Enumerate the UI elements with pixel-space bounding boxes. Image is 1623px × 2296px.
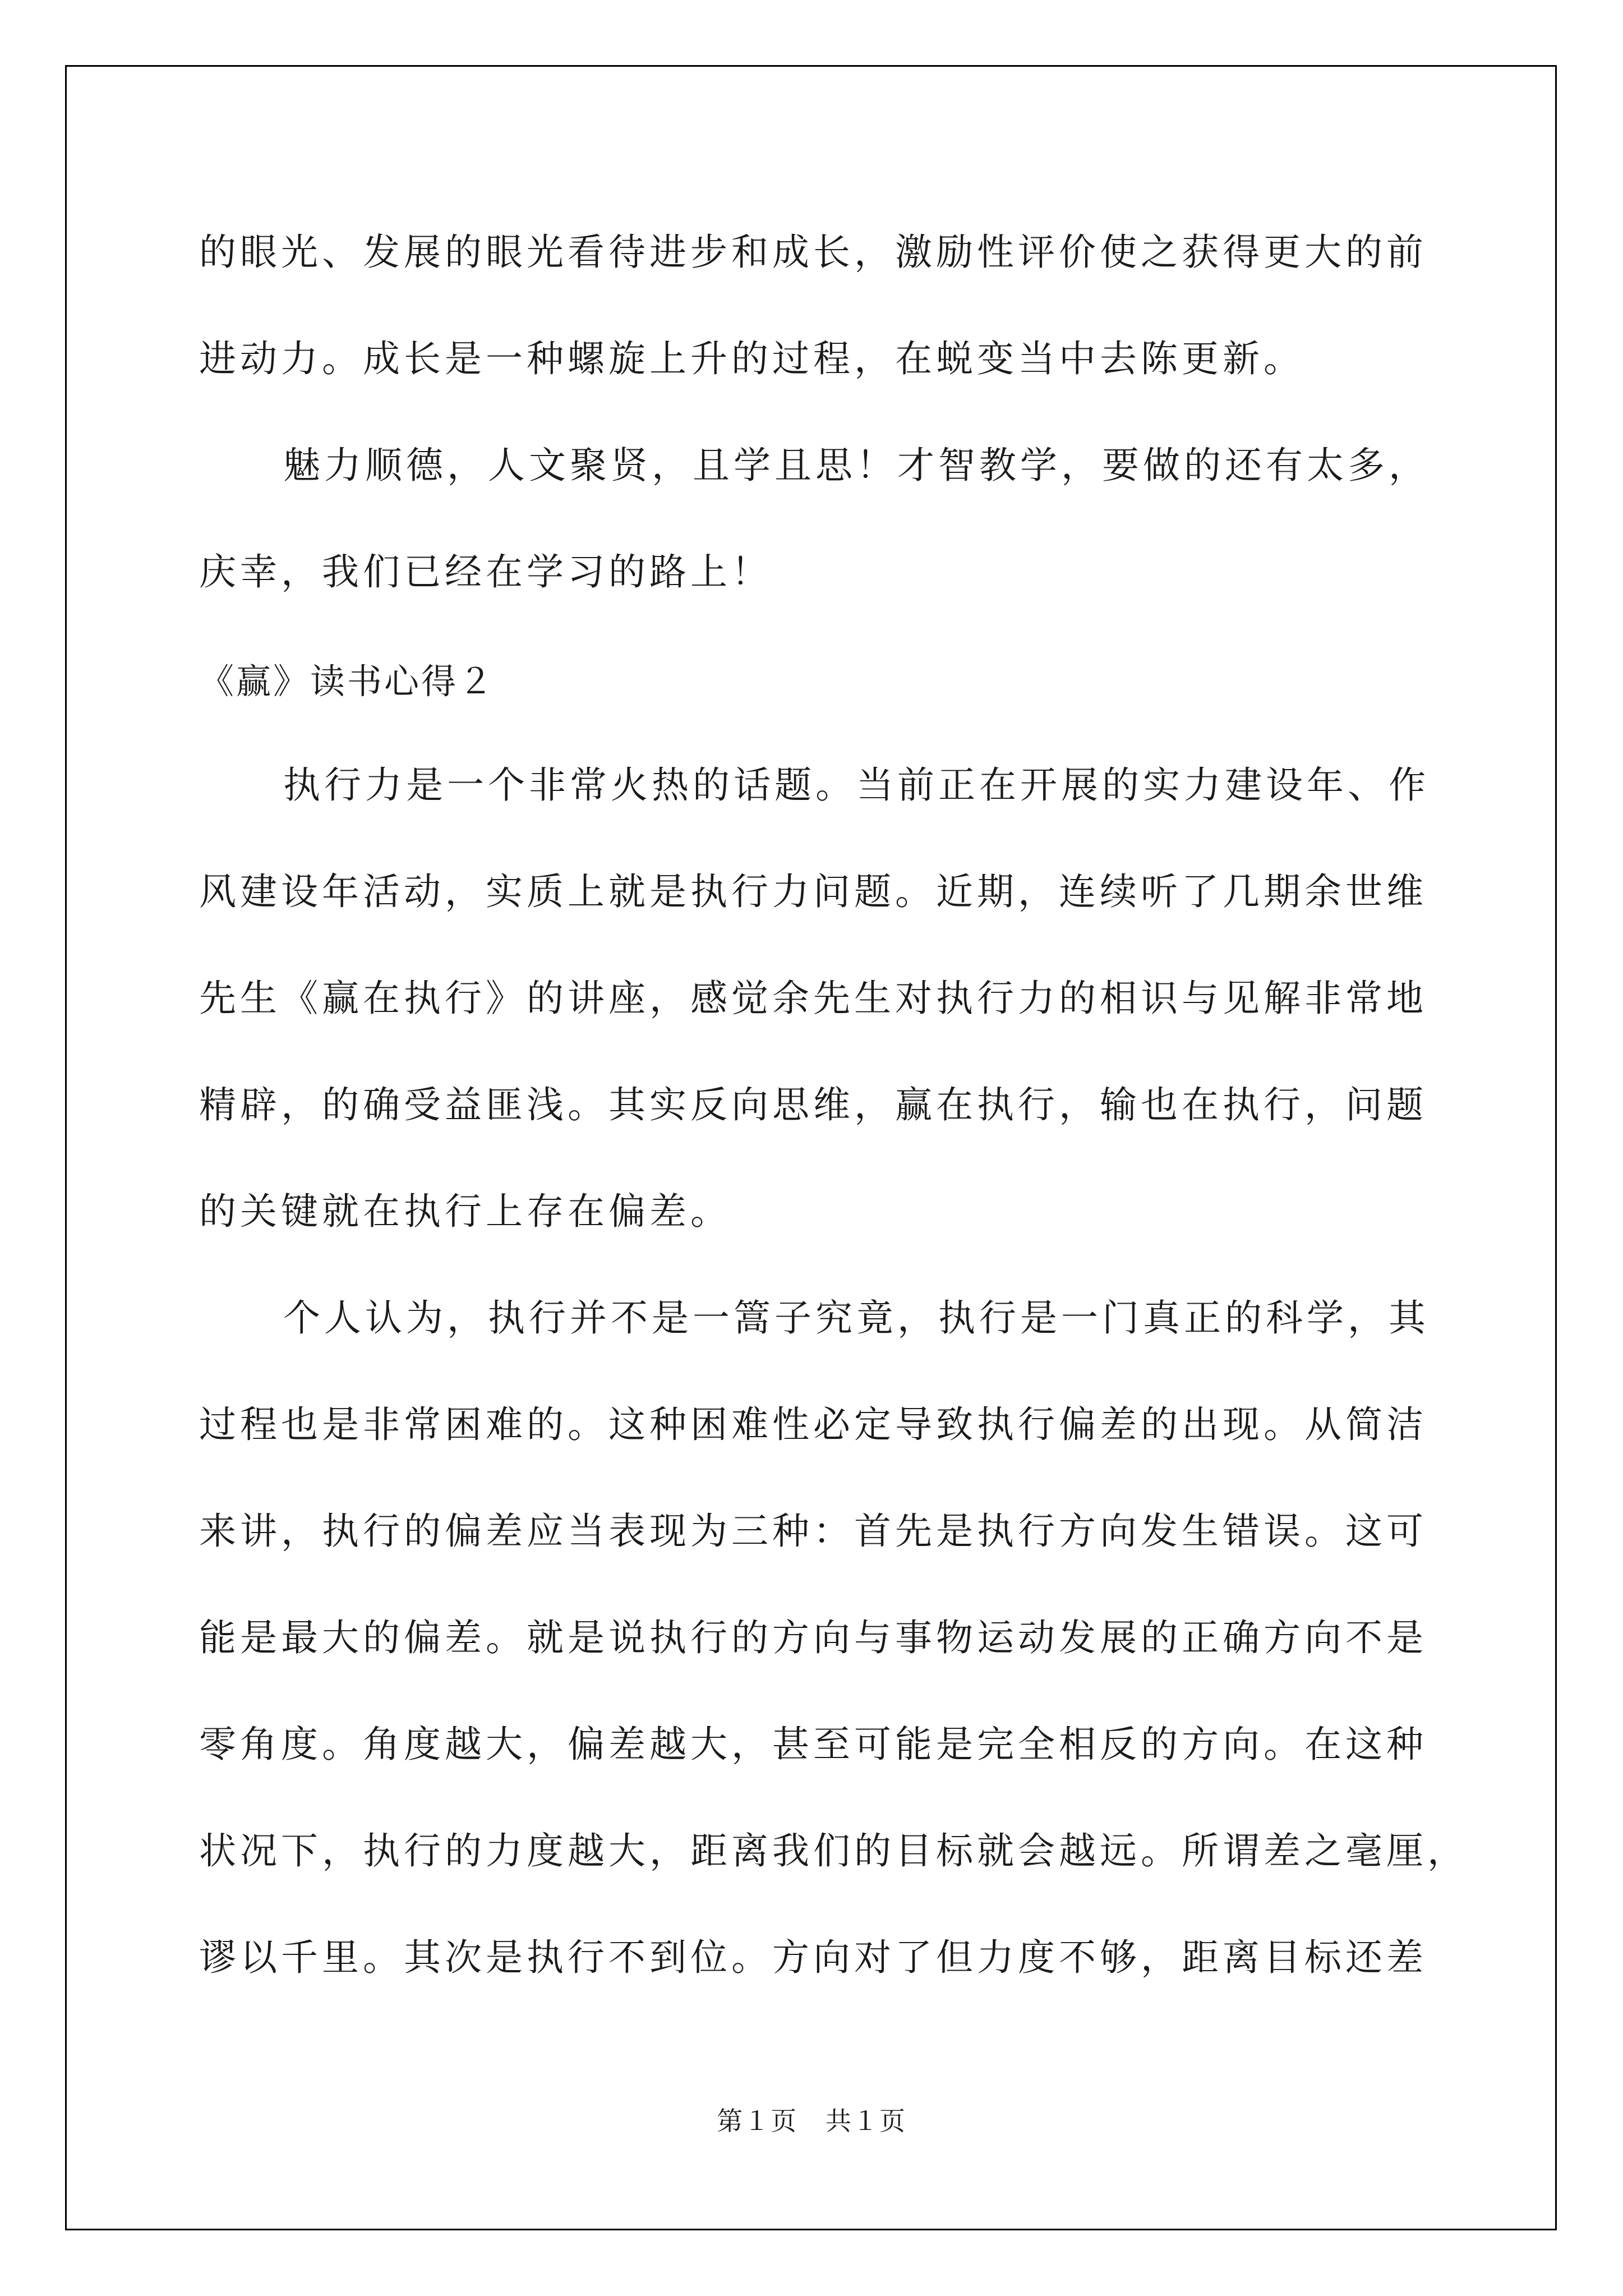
text-line: 的眼光、发展的眼光看待进步和成长，激励性评价使之获得更大的前 [199,231,1427,274]
section-heading: 《赢》读书心得２ [199,661,496,702]
document-body-top [199,199,1430,625]
text-line: 精辟，的确受益匪浅。其实反向思维，赢在执行，输也在执行，问题 [199,1083,1427,1126]
document-body-bottom [199,732,1468,2011]
page-footer [0,2101,1623,2138]
text-line: 谬以千里。其次是执行不到位。方向对了但力度不够，距离目标还差 [199,1936,1427,1979]
text-line: 能是最大的偏差。就是说执行的方向与事物运动发展的正确方向不是 [199,1616,1427,1659]
text-line: 过程也是非常困难的。这种困难性必定导致执行偏差的出现。从简洁 [199,1403,1427,1446]
text-line: 的关键就在执行上存在偏差。 [199,1190,731,1233]
text-line: 魅力顺德，人文聚贤，且学且思！才智教学，要做的还有太多， [283,444,1430,487]
page-total: 共１页 [825,2106,906,2136]
text-line: 先生《赢在执行》的讲座，感觉余先生对执行力的相识与见解非常地 [199,977,1427,1020]
text-line: 来讲，执行的偏差应当表现为三种：首先是执行方向发生错误。这可 [199,1510,1427,1553]
text-line: 庆幸，我们已经在学习的路上！ [199,550,772,593]
text-line: 状况下，执行的力度越大，距离我们的目标就会越远。所谓差之毫厘， [199,1829,1468,1872]
text-line: 零角度。角度越大，偏差越大，甚至可能是完全相反的方向。在这种 [199,1723,1427,1766]
page-number: 第１页 [717,2106,798,2136]
text-line: 执行力是一个非常火热的话题。当前正在开展的实力建设年、作 [283,763,1430,807]
text-line: 进动力。成长是一种螺旋上升的过程，在蜕变当中去陈更新。 [199,337,1304,380]
text-line: 个人认为，执行并不是一篙子究竟，执行是一门真正的科学，其 [283,1296,1430,1340]
text-line: 风建设年活动，实质上就是执行力问题。近期，连续听了几期余世维 [199,870,1427,913]
